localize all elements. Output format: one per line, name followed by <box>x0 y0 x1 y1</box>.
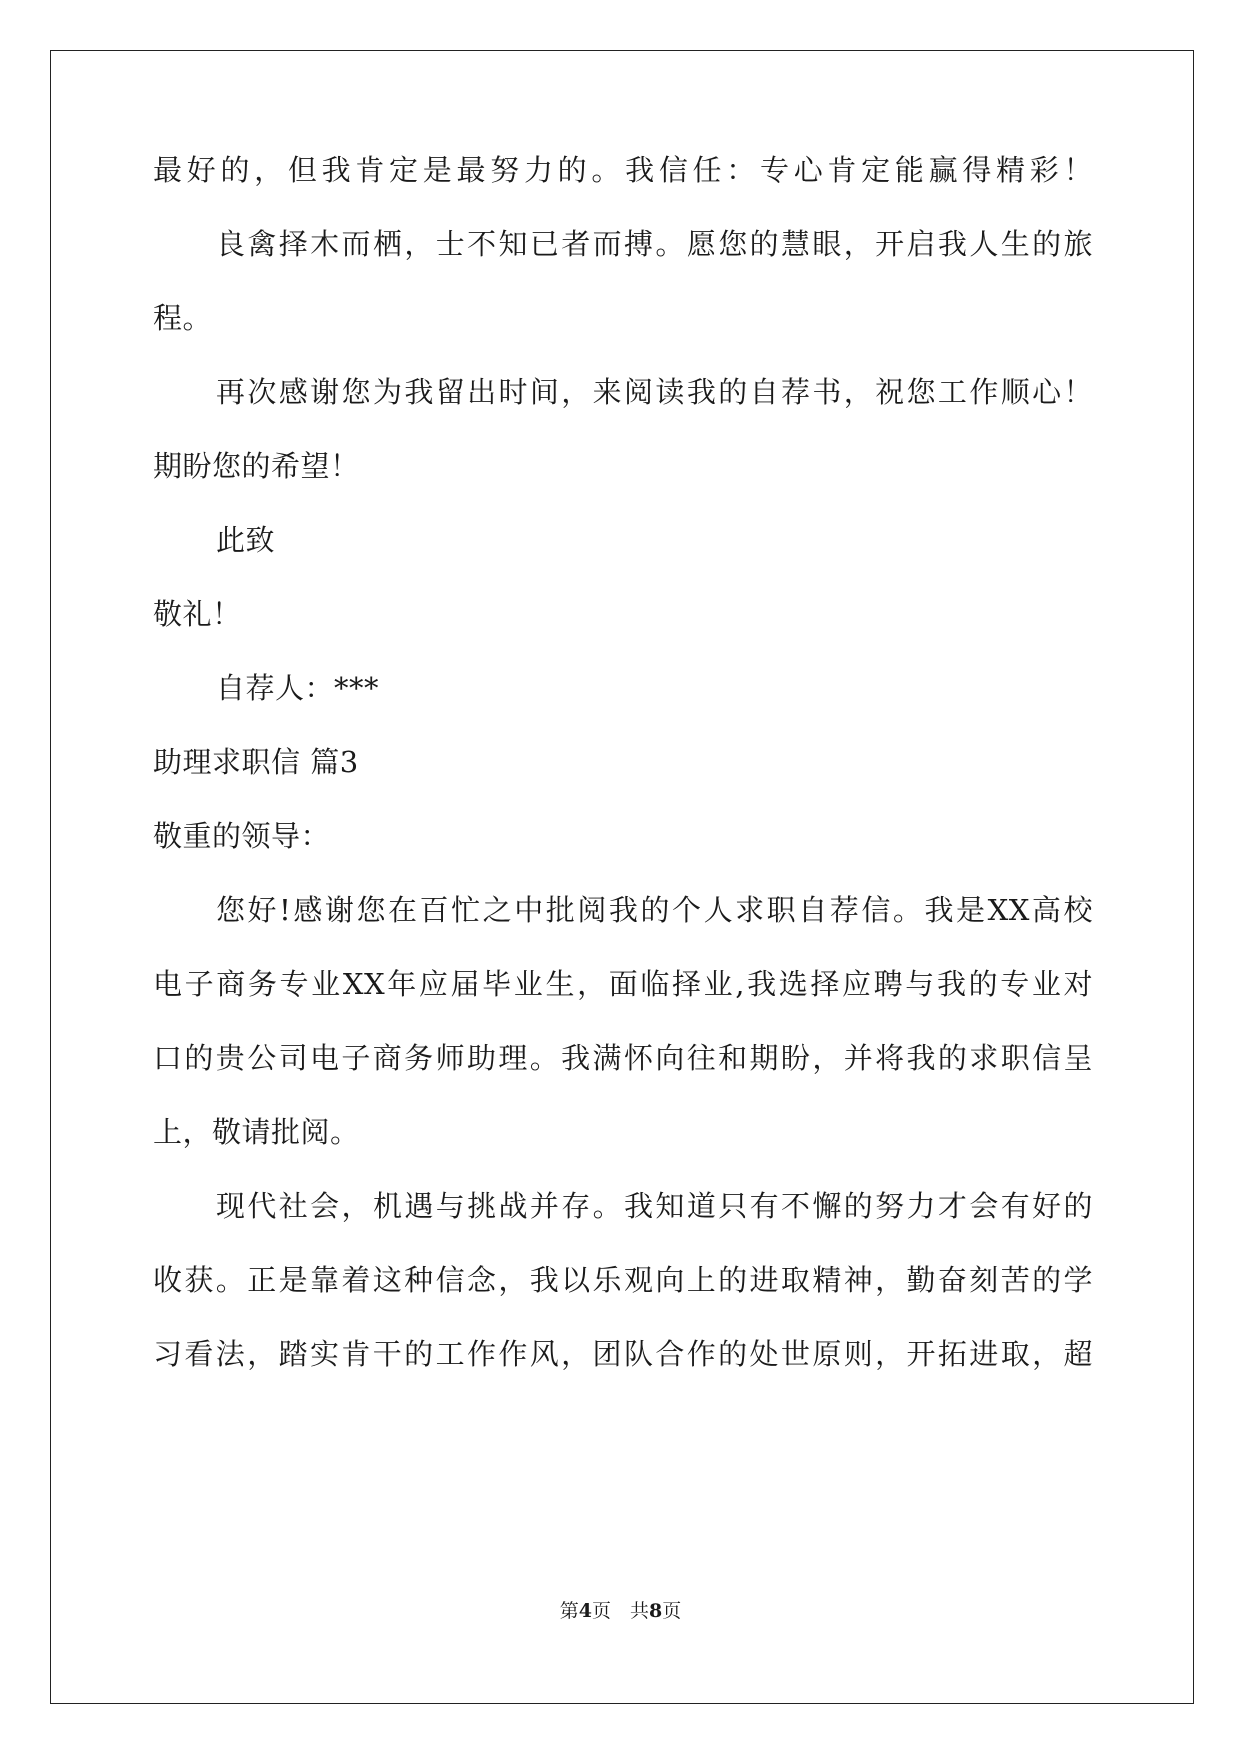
closing-salutation: 此致 <box>216 523 276 557</box>
text-line-2: 良禽择木而栖，士不知已者而搏。愿您的慧眼，开启我人生的旅 <box>216 227 1093 261</box>
page-total: 8 <box>649 1600 663 1622</box>
page-suffix: 页 <box>662 1600 682 1622</box>
text-line-17: 习看法，踏实肯干的工作作风，团队合作的处世原则，开拓进取，超 <box>153 1337 1093 1371</box>
section-heading: 助理求职信 篇3 <box>153 745 359 779</box>
text-line-15: 现代社会，机遇与挑战并存。我知道只有不懈的努力才会有好的 <box>216 1189 1093 1223</box>
page-current: 4 <box>578 1600 592 1622</box>
page-border <box>50 50 1194 1704</box>
text-line-12: 电子商务专业XX年应届毕业生，面临择业,我选择应聘与我的专业对 <box>153 967 1093 1001</box>
text-line-1: 最好的，但我肯定是最努力的。我信任：专心肯定能赢得精彩！ <box>153 153 1093 187</box>
closing-regards: 敬礼！ <box>153 597 242 631</box>
text-line-16: 收获。正是靠着这种信念，我以乐观向上的进取精神，勤奋刻苦的学 <box>153 1263 1093 1297</box>
page-mid: 页 共 <box>591 1600 649 1622</box>
page-prefix: 第 <box>559 1600 579 1622</box>
text-line-14: 上，敬请批阅。 <box>153 1115 360 1149</box>
text-line-4: 再次感谢您为我留出时间，来阅读我的自荐书，祝您工作顺心！ <box>216 375 1093 409</box>
page-footer <box>0 1596 1241 1623</box>
greeting-line: 敬重的领导： <box>153 819 331 853</box>
signature-line: 自荐人：*** <box>216 671 380 705</box>
text-line-11: 您好!感谢您在百忙之中批阅我的个人求职自荐信。我是XX高校 <box>216 893 1093 927</box>
text-line-5: 期盼您的希望！ <box>153 449 360 483</box>
text-line-3: 程。 <box>153 301 213 335</box>
text-line-13: 口的贵公司电子商务师助理。我满怀向往和期盼，并将我的求职信呈 <box>153 1041 1093 1075</box>
